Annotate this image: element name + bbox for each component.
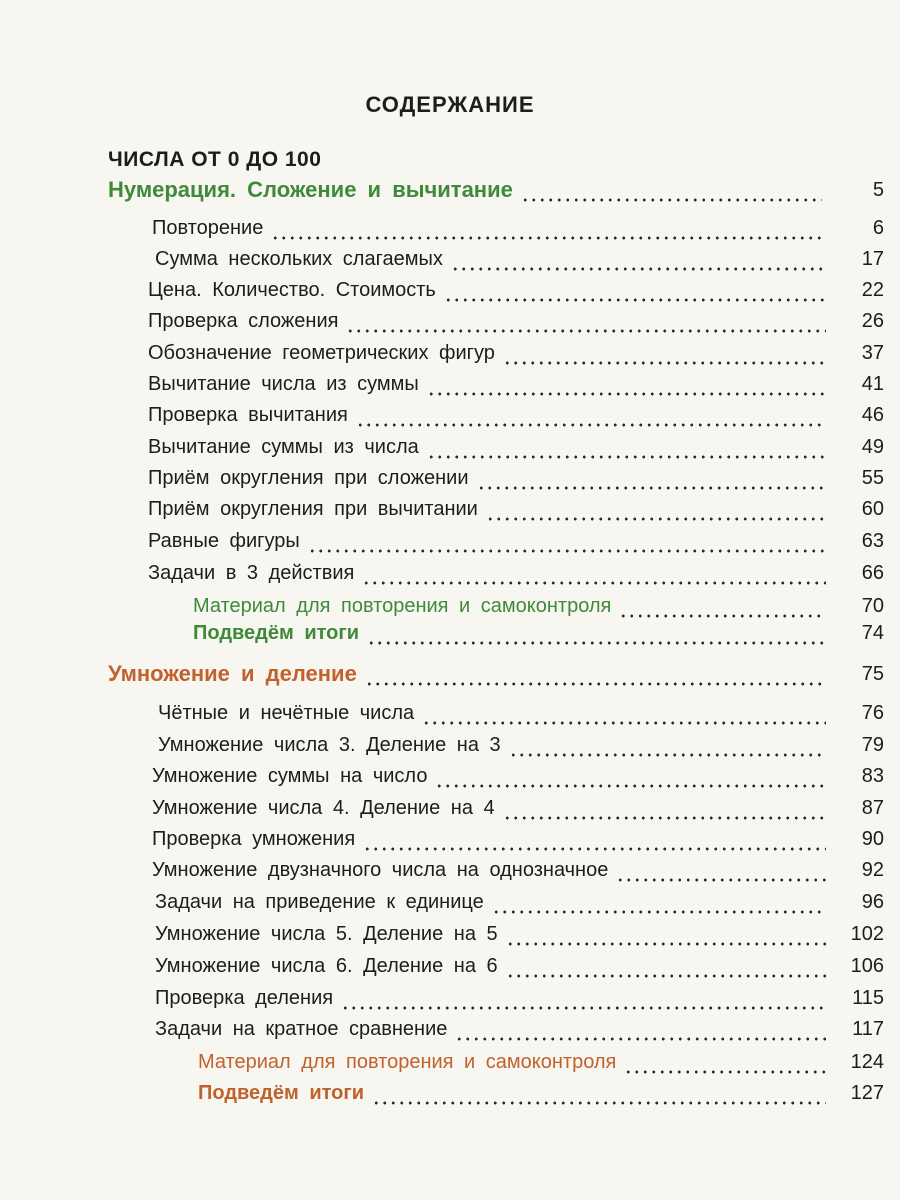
toc-page-number: 55 (861, 467, 884, 489)
toc-entry-label: Повторение (152, 217, 264, 239)
toc-page-number: 6 (872, 217, 884, 239)
toc-entry-label: Умножение числа 6. Деление на 6 (155, 955, 498, 977)
toc-entry (0, 370, 900, 402)
toc-entry (0, 1015, 900, 1047)
page-title: СОДЕРЖАНИЕ (365, 92, 535, 117)
toc-entry-label: Задачи в 3 действия (148, 562, 355, 584)
toc-entry (0, 495, 900, 527)
toc-page-number: 63 (861, 530, 884, 552)
toc-entry (0, 214, 900, 246)
toc-page-number: 127 (850, 1082, 884, 1104)
toc-page-number: 17 (861, 248, 884, 270)
toc-entry-label: Подведём итоги (198, 1082, 365, 1104)
toc-entry-label: Задачи на кратное сравнение (155, 1018, 448, 1040)
toc-entry-label: Приём округления при сложении (148, 467, 469, 489)
toc-leader-dots (616, 878, 826, 882)
toc-page-number: 87 (861, 797, 884, 819)
toc-page-number: 70 (861, 595, 884, 617)
toc-entry-label: Цена. Количество. Стоимость (148, 279, 436, 301)
toc-entry-label: Умножение числа 3. Деление на 3 (158, 734, 501, 756)
toc-entry-label: Проверка умножения (152, 828, 356, 850)
toc-entry (0, 1079, 900, 1111)
toc-leader-dots (422, 721, 826, 725)
toc-entry (0, 559, 900, 591)
toc-leader-dots (356, 423, 826, 427)
toc-leader-dots (271, 236, 826, 240)
toc-leader-dots (362, 581, 826, 585)
toc-page-number: 83 (861, 765, 884, 787)
toc-leader-dots (367, 641, 826, 645)
toc-leader-dots (619, 614, 826, 618)
toc-entry-label: Вычитание числа из суммы (148, 373, 419, 395)
toc-entry (0, 794, 900, 826)
toc-entry (0, 527, 900, 559)
toc-leader-dots (346, 329, 826, 333)
toc-entry-label: Подведём итоги (193, 622, 360, 644)
toc-leader-dots (477, 486, 826, 490)
toc-entry (0, 464, 900, 496)
toc-entry (0, 619, 900, 651)
toc-leader-dots (503, 361, 826, 365)
toc-leader-dots (435, 784, 826, 788)
toc-page-number: 37 (861, 342, 884, 364)
toc-page-number: 66 (861, 562, 884, 584)
toc-entry (0, 401, 900, 433)
toc-entry-label: Обозначение геометрических фигур (148, 342, 495, 364)
toc-leader-dots (624, 1070, 826, 1074)
toc-entry (0, 920, 900, 952)
toc-entry-label: Сумма нескольких слагаемых (155, 248, 443, 270)
toc-entry (0, 984, 900, 1016)
toc-page-number: 79 (861, 734, 884, 756)
toc-entry (0, 952, 900, 984)
toc-entry-label: Умножение числа 4. Деление на 4 (152, 797, 495, 819)
toc-page-number: 60 (861, 498, 884, 520)
toc-page-number: 75 (861, 663, 884, 685)
toc-page-number: 5 (872, 179, 884, 201)
toc-leader-dots (427, 392, 826, 396)
toc-page-number: 74 (861, 622, 884, 644)
toc-entry-label: Материал для повторения и самоконтроля (193, 595, 612, 617)
toc-entry (0, 660, 900, 692)
toc-entry (0, 825, 900, 857)
toc-entry (0, 762, 900, 794)
toc-entry (0, 1048, 900, 1080)
toc-page-number: 115 (852, 987, 884, 1009)
toc-leader-dots (451, 267, 826, 271)
toc-entry-label: Умножение двузначного числа на однозначное (152, 859, 609, 881)
section-heading: ЧИСЛА ОТ 0 ДО 100 (108, 148, 322, 171)
toc-entry (0, 888, 900, 920)
toc-page-number: 46 (861, 404, 884, 426)
toc-page-number: 49 (861, 436, 884, 458)
toc-entry (0, 699, 900, 731)
toc-entry-label: Равные фигуры (148, 530, 300, 552)
toc-leader-dots (486, 517, 826, 521)
toc-entry (0, 176, 900, 208)
toc-entry-label: Проверка деления (155, 987, 334, 1009)
toc-entry (0, 731, 900, 763)
toc-entry-label: Умножение суммы на число (152, 765, 428, 787)
toc-leader-dots (506, 942, 826, 946)
toc-leader-dots (521, 198, 822, 202)
toc-entry (0, 245, 900, 277)
toc-leader-dots (503, 816, 826, 820)
toc-leader-dots (509, 753, 826, 757)
toc-entry (0, 433, 900, 465)
toc-leader-dots (455, 1037, 826, 1041)
toc-leader-dots (427, 455, 826, 459)
toc-page-number: 41 (861, 373, 884, 395)
toc-entry (0, 856, 900, 888)
toc-page-number: 124 (850, 1051, 884, 1073)
toc-page-number: 92 (861, 859, 884, 881)
toc-entry-label: Проверка вычитания (148, 404, 348, 426)
toc-leader-dots (372, 1101, 826, 1105)
toc-page-number: 96 (861, 891, 884, 913)
toc-page-number: 76 (861, 702, 884, 724)
toc-entry-label: Умножение числа 5. Деление на 5 (155, 923, 498, 945)
toc-page-number: 22 (861, 279, 884, 301)
toc-leader-dots (506, 974, 826, 978)
toc-entry-label: Материал для повторения и самоконтроля (198, 1051, 617, 1073)
toc-leader-dots (492, 910, 826, 914)
toc-leader-dots (341, 1006, 826, 1010)
toc-entry-label: Умножение и деление (108, 661, 357, 686)
toc-page-number: 102 (850, 923, 884, 945)
toc-entry-label: Вычитание суммы из числа (148, 436, 419, 458)
toc-page-number: 90 (861, 828, 884, 850)
toc-entry (0, 307, 900, 339)
toc-leader-dots (365, 682, 826, 686)
toc-entry-label: Нумерация. Сложение и вычитание (108, 177, 513, 202)
toc-page-number: 106 (850, 955, 884, 977)
toc-entry-label: Задачи на приведение к единице (155, 891, 484, 913)
toc-leader-dots (308, 549, 826, 553)
toc-page-number: 26 (861, 310, 884, 332)
toc-leader-dots (444, 298, 826, 302)
toc-entry-label: Проверка сложения (148, 310, 339, 332)
toc-page-number: 117 (852, 1018, 884, 1040)
toc-entry (0, 276, 900, 308)
toc-leader-dots (363, 847, 826, 851)
toc-entry-label: Приём округления при вычитании (148, 498, 478, 520)
toc-entry-label: Чётные и нечётные числа (158, 702, 415, 724)
toc-entry (0, 339, 900, 371)
